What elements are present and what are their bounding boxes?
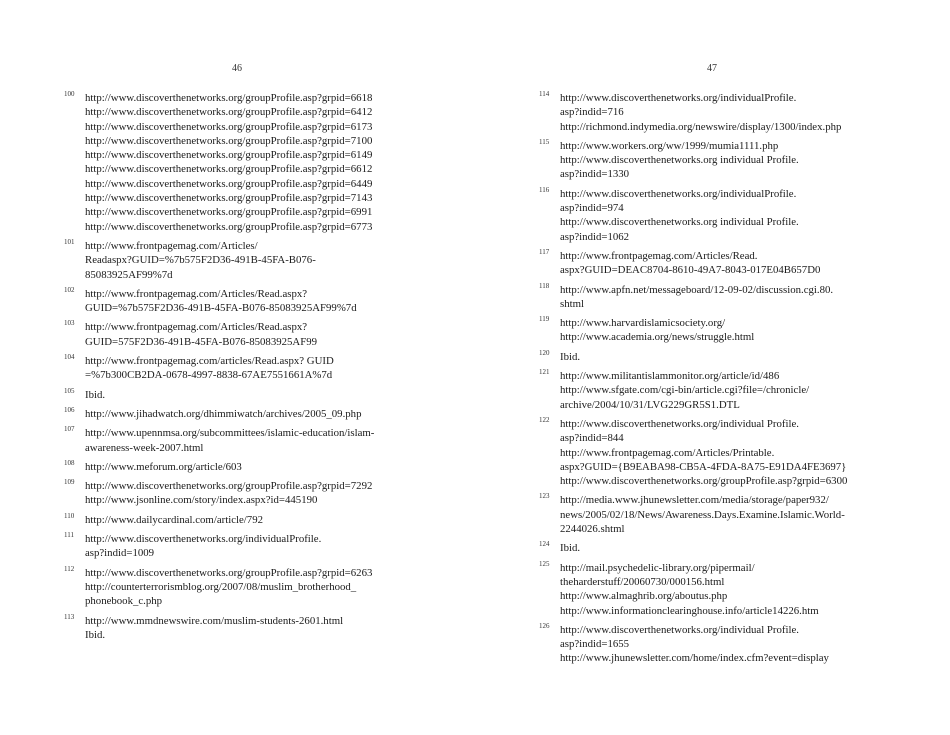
endnote-number: 113 xyxy=(64,612,75,621)
endnote-text-line: http://www.jsonline.com/story/index.aspx?id=445190 xyxy=(85,494,318,507)
endnote-text-line: asp?indid=1062 xyxy=(560,230,630,243)
endnote-text-line: http://www.apfn.net/messageboard/12-09-02/discussion.cgi.80. xyxy=(560,283,834,296)
endnote-number: 116 xyxy=(539,185,550,194)
endnote xyxy=(537,623,937,666)
endnote-number: 103 xyxy=(64,319,75,328)
endnote-text-line: http://www.discoverthenetworks.org/groupProfile.asp?grpid=6773 xyxy=(85,220,373,233)
endnote-number: 101 xyxy=(64,237,75,246)
endnote-text-line: http://www.mmdnewswire.com/muslim-students-2601.html xyxy=(85,614,344,627)
endnote-text-line: http://richmond.indymedia.org/newswire/display/1300/index.php xyxy=(560,120,842,133)
endnote-text-line: news/2005/02/18/News/Awareness.Days.Examine.Islamic.World- xyxy=(560,508,845,521)
endnote-text-line: Readaspx?GUID=%7b575F2D36-491B-45FA-B076- xyxy=(85,254,316,267)
endnote-text-line: http://www.frontpagemag.com/Articles/Read.aspx? xyxy=(85,287,308,300)
endnote-text-line: http://www.discoverthenetworks.org/groupProfile.asp?grpid=7292 xyxy=(85,480,373,493)
endnote xyxy=(537,139,937,182)
endnote-text-line: aspx?GUID=DEAC8704-8610-49A7-8043-017E04B657D0 xyxy=(560,264,821,277)
endnote-number: 109 xyxy=(64,478,75,487)
endnote-text-line: http://www.informationclearinghouse.info/article14226.htm xyxy=(560,604,819,617)
endnote-text-line: awareness-week-2007.html xyxy=(85,441,204,454)
endnote-text-line: http://www.discoverthenetworks.org individual Profile. xyxy=(560,216,799,229)
endnote-number: 107 xyxy=(64,425,75,434)
endnote-text-line: http://www.discoverthenetworks.org/groupProfile.asp?grpid=7143 xyxy=(85,192,373,205)
endnote-text-line: http://www.frontpagemag.com/Articles/ xyxy=(85,239,258,252)
endnote-number: 108 xyxy=(64,458,75,467)
endnote-text-line: http://www.jihadwatch.org/dhimmiwatch/archives/2005_09.php xyxy=(85,407,362,420)
endnote xyxy=(537,493,937,536)
endnote-number: 124 xyxy=(539,540,550,549)
endnote-text-line: http://www.discoverthenetworks.org/groupProfile.asp?grpid=6300 xyxy=(560,475,848,488)
endnote-number: 105 xyxy=(64,386,75,395)
endnote-text-line: asp?indid=1655 xyxy=(560,638,630,651)
endnote xyxy=(62,460,462,474)
endnote-text-line: http://www.frontpagemag.com/Articles/Printable. xyxy=(560,446,775,459)
endnote-text-line: http://www.upennmsa.org/subcommittees/islamic-education/islam- xyxy=(85,427,375,440)
endnote xyxy=(537,91,937,134)
page-number-right: 47 xyxy=(707,63,717,74)
endnote xyxy=(62,513,462,527)
endnote xyxy=(62,532,462,561)
endnote xyxy=(537,283,937,312)
endnote xyxy=(537,316,937,345)
endnote-text-line: http://www.militantislammonitor.org/article/id/486 xyxy=(560,370,780,383)
endnote-text-line: http://www.discoverthenetworks.org/groupProfile.asp?grpid=6149 xyxy=(85,149,373,162)
endnote-text-line: http://mail.psychedelic-library.org/pipermail/ xyxy=(560,561,755,574)
endnote xyxy=(62,388,462,402)
endnote-text-line: http://www.discoverthenetworks.org/individual Profile. xyxy=(560,623,799,636)
endnote xyxy=(62,407,462,421)
endnote-text-line: 85083925AF99%7d xyxy=(85,268,173,281)
endnote-text-line: asp?indid=1330 xyxy=(560,168,630,181)
endnote-text-line: http://www.jhunewsletter.com/home/index.cfm?event=display xyxy=(560,652,829,665)
endnote-text-line: http://www.frontpagemag.com/articles/Read.aspx? GUID xyxy=(85,355,334,368)
endnote-number: 102 xyxy=(64,285,75,294)
endnote-number: 126 xyxy=(539,621,550,630)
endnote xyxy=(62,91,462,234)
endnote-text-line: http://www.sfgate.com/cgi-bin/article.cgi?file=/chronicle/ xyxy=(560,384,810,397)
left-page-endnotes xyxy=(62,91,462,647)
endnote-text-line: http://www.discoverthenetworks.org/individualProfile. xyxy=(85,533,322,546)
endnote-text-line: http://www.harvardislamicsociety.org/ xyxy=(560,317,726,330)
endnote-number: 114 xyxy=(539,90,550,98)
page-number-left: 46 xyxy=(232,63,242,74)
endnote-number: 120 xyxy=(539,348,550,357)
endnote xyxy=(537,561,937,618)
endnote-text-line: http://www.discoverthenetworks.org/groupProfile.asp?grpid=6263 xyxy=(85,566,373,579)
endnote-number: 122 xyxy=(539,415,550,424)
endnote-text-line: =%7b300CB2DA-0678-4997-8838-67AE7551661A%7d xyxy=(85,369,333,382)
endnote-number: 115 xyxy=(539,137,550,146)
endnote-text-line: http://www.frontpagemag.com/Articles/Read. xyxy=(560,249,758,262)
endnote-text-line: http://www.discoverthenetworks.org/individualProfile. xyxy=(560,92,797,104)
endnote-text-line: Ibid. xyxy=(85,628,106,641)
endnote-text-line: http://www.discoverthenetworks.org individual Profile. xyxy=(560,154,799,167)
endnote xyxy=(537,187,937,244)
endnote xyxy=(62,287,462,316)
endnote-number: 100 xyxy=(64,90,75,98)
endnote-text-line: http://www.discoverthenetworks.org/groupProfile.asp?grpid=6618 xyxy=(85,92,373,104)
endnote xyxy=(62,426,462,455)
endnote-text-line: http://media.www.jhunewsletter.com/media/storage/paper932/ xyxy=(560,494,829,507)
endnote xyxy=(62,566,462,609)
endnote-number: 117 xyxy=(539,247,550,256)
endnote xyxy=(537,369,937,412)
endnote xyxy=(537,350,937,364)
endnote-text-line: http://www.academia.org/news/struggle.html xyxy=(560,331,755,344)
endnote-number: 112 xyxy=(64,564,75,573)
endnote-number: 111 xyxy=(64,531,74,540)
endnote xyxy=(537,249,937,278)
right-page-endnotes xyxy=(537,91,937,671)
endnote xyxy=(62,320,462,349)
endnote-text-line: http://www.discoverthenetworks.org/groupProfile.asp?grpid=6449 xyxy=(85,177,373,190)
endnote-text-line: GUID=575F2D36-491B-45FA-B076-85083925AF99 xyxy=(85,335,318,348)
endnote-text-line: aspx?GUID={B9EABA98-CB5A-4FDA-8A75-E91DA4FE3697} xyxy=(560,460,847,473)
endnote-number: 118 xyxy=(539,281,550,290)
endnote-text-line: GUID=%7b575F2D36-491B-45FA-B076-85083925AF99%7d xyxy=(85,302,357,315)
endnote xyxy=(537,541,937,555)
endnote-text-line: http://www.discoverthenetworks.org/individual Profile. xyxy=(560,417,799,430)
endnote-number: 121 xyxy=(539,368,550,377)
endnote-number: 119 xyxy=(539,315,550,324)
endnote-text-line: Ibid. xyxy=(560,542,581,555)
endnote-text-line: asp?indid=1009 xyxy=(85,547,155,560)
endnote-text-line: Ibid. xyxy=(85,388,106,401)
endnote-text-line: Ibid. xyxy=(560,350,581,363)
endnote-text-line: http://www.frontpagemag.com/Articles/Read.aspx? xyxy=(85,321,308,334)
endnote-text-line: http://www.discoverthenetworks.org/groupProfile.asp?grpid=6412 xyxy=(85,106,373,119)
endnote xyxy=(62,354,462,383)
endnote-number: 125 xyxy=(539,559,550,568)
endnote xyxy=(537,417,937,488)
endnote-text-line: http://www.almaghrib.org/aboutus.php xyxy=(560,590,728,603)
endnote-text-line: theharderstuff/20060730/000156.html xyxy=(560,575,725,588)
endnote-number: 123 xyxy=(539,492,550,501)
endnote-text-line: asp?indid=844 xyxy=(560,432,624,445)
endnote-text-line: http://www.discoverthenetworks.org/groupProfile.asp?grpid=6173 xyxy=(85,120,373,133)
endnote-text-line: asp?indid=974 xyxy=(560,202,624,215)
endnote-text-line: http://www.workers.org/ww/1999/mumia1111.php xyxy=(560,139,779,152)
endnote-number: 104 xyxy=(64,353,75,362)
endnote-text-line: http://www.meforum.org/article/603 xyxy=(85,460,242,473)
endnote xyxy=(62,479,462,508)
endnote-text-line: phonebook_c.php xyxy=(85,595,163,608)
endnote-text-line: archive/2004/10/31/LVG229GR5S1.DTL xyxy=(560,398,740,411)
endnote-number: 106 xyxy=(64,405,75,414)
endnote-text-line: http://www.discoverthenetworks.org/individualProfile. xyxy=(560,187,797,200)
endnote xyxy=(62,614,462,643)
endnote-text-line: http://www.discoverthenetworks.org/groupProfile.asp?grpid=6991 xyxy=(85,206,373,219)
endnote-text-line: http://counterterrorismblog.org/2007/08/muslim_brotherhood_ xyxy=(85,580,357,593)
endnote-number: 110 xyxy=(64,511,75,520)
endnote xyxy=(62,239,462,282)
endnote-text-line: 2244026.shtml xyxy=(560,523,625,536)
endnote-text-line: http://www.dailycardinal.com/article/792 xyxy=(85,513,263,526)
endnote-text-line: http://www.discoverthenetworks.org/groupProfile.asp?grpid=6612 xyxy=(85,163,373,176)
endnote-text-line: http://www.discoverthenetworks.org/groupProfile.asp?grpid=7100 xyxy=(85,134,373,147)
endnote-text-line: shtml xyxy=(560,297,584,310)
endnote-text-line: asp?indid=716 xyxy=(560,106,624,119)
